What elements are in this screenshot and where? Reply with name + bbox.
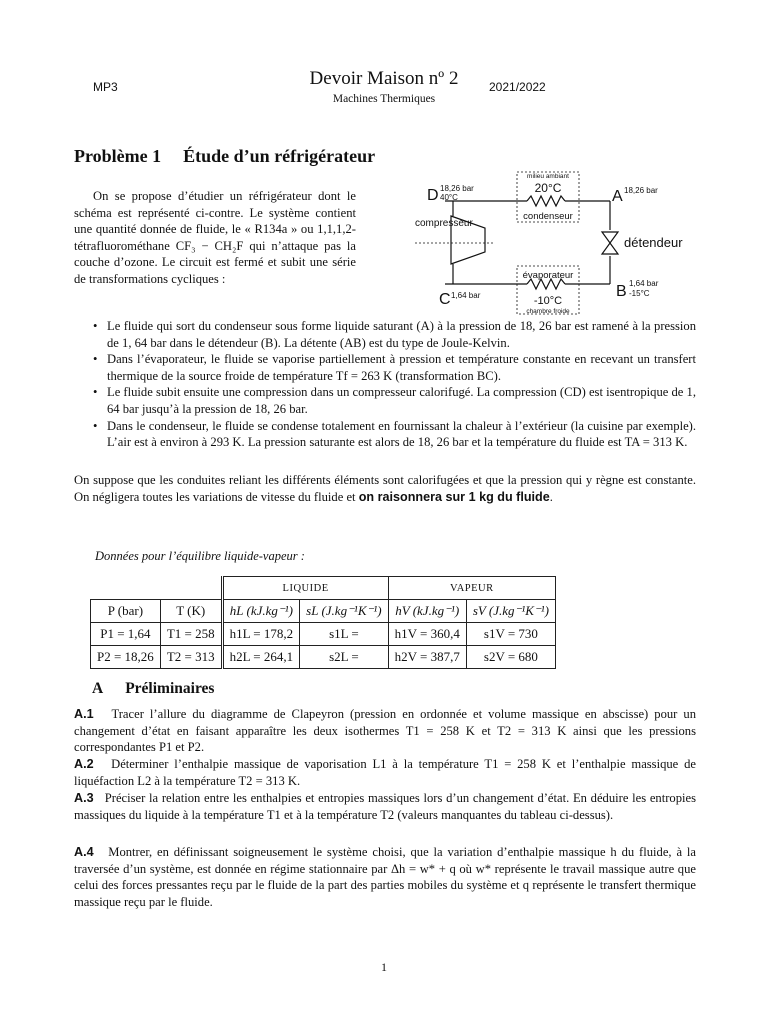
ambient-temp-label: 20°C bbox=[534, 181, 562, 195]
header-cell: hV (kJ.kg⁻¹) bbox=[388, 600, 466, 623]
detendeur-label: détendeur bbox=[624, 235, 683, 250]
question-a4 bbox=[74, 844, 696, 910]
table-cell: T2 = 313 bbox=[160, 646, 222, 669]
header-class: MP3 bbox=[93, 80, 118, 94]
problem-heading bbox=[74, 146, 375, 167]
table-row bbox=[91, 646, 556, 669]
question-a1 bbox=[74, 706, 696, 756]
table-cell: s1V = 730 bbox=[466, 623, 555, 646]
header-cell: sL (J.kg⁻¹K⁻¹) bbox=[300, 600, 388, 623]
question-text: Montrer, en définissant soigneusement le système choisi, que la variation d’enthalpie massique h du fluide, à la traversée d’un système, est donnée en régime stationnaire par Δh = w* + q où w* représente le travail massique autre que celui des forces pressantes reçu par le fluide de la part des parties mobiles du système et q représente le transfert thermique massique reçu par le fluide. bbox=[74, 845, 697, 909]
valve-icon bbox=[602, 232, 618, 254]
point-b-temp: -15°C bbox=[629, 289, 650, 298]
point-b-pressure: 1,64 bar bbox=[629, 279, 659, 288]
point-d-temp: 40°C bbox=[440, 193, 458, 202]
header-cell: P (bar) bbox=[91, 600, 161, 623]
header-cell: T (K) bbox=[160, 600, 222, 623]
list-item: • Dans l’évaporateur, le fluide se vaporise partiellement à pression et température constante en recevant un transfert thermique de la source froide de température Tf = 263 K (transformation BC). bbox=[90, 351, 696, 384]
question-a2 bbox=[74, 756, 696, 789]
liquid-vapour-table bbox=[90, 576, 556, 669]
header-cell: hL (kJ.kg⁻¹) bbox=[222, 600, 300, 623]
point-b: B bbox=[616, 283, 627, 300]
assumptions-text: On suppose que les conduites reliant les différents éléments sont calorifugées et que la pression qui y règne est constante. On négligera toutes les variations de vitesse du fluide et bbox=[74, 473, 696, 504]
document-subtitle: Machines Thermiques bbox=[332, 93, 436, 105]
table-cell: s2L = bbox=[300, 646, 388, 669]
question-text: Tracer l’allure du diagramme de Clapeyron (pression en ordonnée et volume massique en abscisse) pour un changement d’état en faisant apparaître les deux isothermes T1 = 258 K et T2 = 313 K ainsi que les pressions correspondantes P1 et P2. bbox=[74, 707, 696, 755]
question-text: Préciser la relation entre les enthalpies et entropies massiques lors d’un changement d’état. En déduire les entropies massiques du liquide à la température T1 et à la température T2 (valeurs manquantes du tableau ci-dessus). bbox=[74, 791, 697, 822]
point-d-pressure: 18,26 bar bbox=[440, 184, 474, 193]
list-item: • Le fluide subit ensuite une compression dans un compresseur calorifugé. La compression (CD) est isentropique de 1, 64 bar jusqu’à la pression de 18, 26 bar. bbox=[90, 384, 696, 417]
table-cell: s2V = 680 bbox=[466, 646, 555, 669]
compresseur-label: compresseur bbox=[415, 218, 473, 229]
table-cell: h2V = 387,7 bbox=[388, 646, 466, 669]
question-number: A.2 bbox=[74, 757, 94, 771]
section-letter: A bbox=[92, 680, 104, 697]
question-a3 bbox=[74, 790, 696, 823]
table-cell: P1 = 1,64 bbox=[91, 623, 161, 646]
point-a-pressure: 18,26 bar bbox=[624, 186, 658, 195]
evaporateur-label: évaporateur bbox=[522, 270, 574, 281]
section-heading bbox=[92, 680, 214, 698]
transformation-list bbox=[90, 318, 696, 451]
document-title: Devoir Maison nº 2 bbox=[309, 68, 459, 89]
group-liquide: LIQUIDE bbox=[222, 577, 388, 600]
section-title: Préliminaires bbox=[125, 680, 215, 697]
point-d: D bbox=[427, 187, 439, 204]
point-a: A bbox=[612, 188, 623, 205]
chambre-froide-label: chambre froide bbox=[526, 308, 570, 315]
page-number: 1 bbox=[381, 960, 387, 974]
cold-temp-label: -10°C bbox=[533, 295, 563, 307]
assumptions-end: . bbox=[549, 489, 553, 504]
list-item: • Dans le condenseur, le fluide se condense totalement en fournissant la chaleur à l’extérieur (la cuisine par exemple). L’air est à environ à 293 K. La pression saturante est alors de 18, 26 bar et la température du fluide est TA = 313 K. bbox=[90, 418, 696, 451]
problem-number: Problème 1 bbox=[74, 146, 162, 166]
question-number: A.1 bbox=[74, 707, 94, 721]
question-number: A.3 bbox=[74, 791, 94, 805]
assumptions-bold: on raisonnera sur 1 kg du fluide bbox=[358, 489, 550, 504]
table-cell: P2 = 18,26 bbox=[91, 646, 161, 669]
condenseur-label: condenseur bbox=[523, 211, 573, 222]
table-header-row bbox=[91, 600, 556, 623]
point-c-pressure: 1,64 bar bbox=[451, 291, 481, 300]
refrigerator-diagram bbox=[405, 168, 705, 318]
header-cell: sV (J.kg⁻¹K⁻¹) bbox=[466, 600, 555, 623]
problem-title: Étude d’un réfrigérateur bbox=[183, 146, 376, 166]
header-year: 2021/2022 bbox=[489, 80, 546, 94]
data-caption: Données pour l’équilibre liquide-vapeur : bbox=[95, 549, 305, 563]
table-cell: h1V = 360,4 bbox=[388, 623, 466, 646]
table-row bbox=[91, 623, 556, 646]
list-item: • Le fluide qui sort du condenseur sous forme liquide saturant (A) à la pression de 18, 26 bar est ramené à la pression de 1, 64 bar dans le détendeur (B). La détente (AB) est du type de Joule-Kelvin. bbox=[90, 318, 696, 351]
question-number: A.4 bbox=[74, 845, 94, 859]
point-c: C bbox=[439, 291, 451, 308]
table-cell: s1L = bbox=[300, 623, 388, 646]
group-vapeur: VAPEUR bbox=[388, 577, 555, 600]
intro-paragraph: On se propose d’étudier un réfrigérateur dont le schéma est représenté ci-contre. Le système contient une quantité donnée de fluide, le « R134a » ou 1,1,1,2-tétrafluorométhane CF₃ − CH₂F qui n’attaque pas la couche d’ozone. Le circuit est fermé et subit une série de transformations cycliques : bbox=[74, 189, 356, 286]
table-cell: h2L = 264,1 bbox=[222, 646, 300, 669]
assumptions-paragraph bbox=[74, 472, 696, 505]
table-cell: h1L = 178,2 bbox=[222, 623, 300, 646]
question-text: Déterminer l’enthalpie massique de vaporisation L1 à la température T1 = 258 K et l’enthalpie massique de liquéfaction L2 à la température T2 = 313 K. bbox=[74, 757, 696, 788]
table-cell: T1 = 258 bbox=[160, 623, 222, 646]
milieu-ambiant-label: milieu ambiant bbox=[527, 173, 569, 180]
